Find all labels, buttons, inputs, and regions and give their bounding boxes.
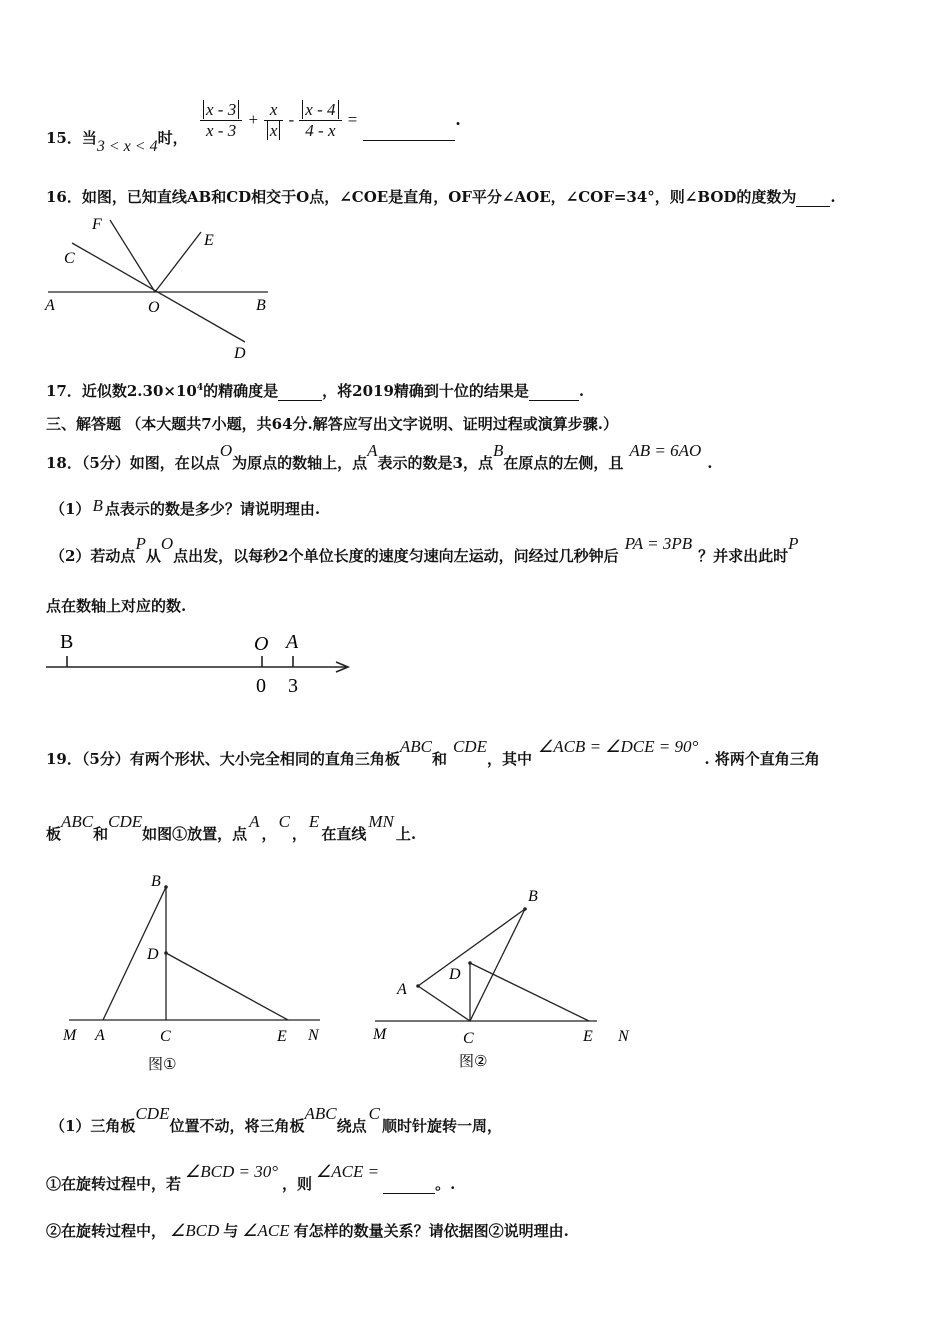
q19-item2-part-c: 有怎样的数量关系？请依据图②说明理由.: [293, 1222, 569, 1240]
q19-point-e: E: [308, 812, 320, 831]
label-f: F: [92, 216, 102, 233]
q19-point-c: C: [278, 812, 290, 831]
q18-sub2-point-p-2: P: [788, 534, 799, 553]
label-e: E: [204, 232, 214, 249]
figure-18-number-line: [40, 624, 360, 699]
q15-equals: =: [346, 110, 359, 129]
q18-part-c: 表示的数是3，点: [377, 454, 493, 472]
q15-answer-blank: [363, 140, 455, 141]
q18-point-o: O: [219, 441, 233, 460]
fig2-label-a: A: [397, 981, 407, 998]
q15-fraction-3: [299, 100, 341, 141]
q17-line: [46, 380, 584, 401]
fig1-caption: 图①: [148, 1055, 177, 1073]
q19-part-g: 上.: [395, 825, 417, 843]
dot-b-1: [164, 885, 168, 889]
q19-item1-blank: [383, 1193, 435, 1194]
q18-sub2-part-c: 点出发，以每秒2个单位长度的速度匀速向左运动，问经过几秒钟后: [173, 547, 619, 565]
q19-line-mn: MN: [368, 812, 394, 831]
q18-sub1-label: （1）: [50, 500, 91, 518]
fig1-label-m: M: [63, 1027, 77, 1044]
q18-sub1-point-b: B: [92, 496, 103, 515]
q19-item1-part-a: ①在旋转过程中，若: [46, 1175, 182, 1193]
q19-angle-condition: ∠ACB = ∠DCE = 90°: [537, 737, 699, 756]
q18-line: [46, 441, 713, 473]
q19-triangle-cde-2: CDE: [108, 812, 143, 831]
q18-part-b: 为原点的数轴上，点: [232, 454, 368, 472]
fig1-label-e: E: [277, 1028, 287, 1045]
fig1-label-a: A: [95, 1027, 105, 1044]
q16-text: 16．如图，已知直线AB和CD相交于O点，∠COE是直角，OF平分∠AOE，∠COF=34°，则∠BOD的度数为: [46, 188, 797, 206]
fig2-label-m: M: [373, 1026, 387, 1043]
dot-d-1: [164, 951, 168, 955]
q19-line: [46, 737, 820, 769]
q15-f2-denominator: x: [267, 121, 281, 140]
tick-label-0: 0: [256, 675, 266, 697]
q18-sub2-part-d: ？并求出此时: [698, 547, 789, 565]
fig2-label-c: C: [463, 1030, 474, 1047]
q15-f2-numerator: x: [264, 100, 284, 121]
point-b-label: B: [60, 631, 74, 653]
fig2-caption: 图②: [459, 1052, 488, 1070]
q17-blank-1: [278, 400, 322, 401]
figure-19-1: [55, 868, 345, 1078]
fig1-label-n: N: [308, 1027, 319, 1044]
q19-and: 和: [431, 750, 447, 768]
q19-sub1-point-c: C: [368, 1104, 380, 1123]
label-a: A: [45, 297, 55, 314]
q19-sub1-item1: [46, 1162, 456, 1194]
q18-sub1-text: 点表示的数是多少？请说明理由.: [104, 500, 321, 518]
q18-part-a: 18．（5分）如图，在以点: [46, 454, 220, 472]
q15-line: [46, 127, 188, 155]
label-b: B: [256, 297, 266, 314]
q19-sub1-part-d: 顺时针旋转一周，: [381, 1117, 502, 1135]
q19-item1-angle-ace: ∠ACE =: [316, 1162, 380, 1181]
q19-item2-angle-ace: ∠ACE: [242, 1221, 290, 1240]
q15-shi: 时，: [157, 129, 188, 147]
q19-comma-1: ，: [261, 825, 277, 843]
q19-sub1-item2: [46, 1220, 569, 1241]
q19-part-d: 板: [46, 825, 62, 843]
point-a-label: A: [286, 631, 299, 653]
q19-sub1: [50, 1104, 502, 1136]
q19-part-e: 如图①放置，点: [142, 825, 248, 843]
ray-of: [110, 220, 155, 292]
q18-sub2: [50, 534, 799, 566]
q19-sub1-abc: ABC: [304, 1104, 337, 1123]
q19-item1-end: 。.: [435, 1175, 456, 1193]
q18-sub2-point-p: P: [135, 534, 146, 553]
q16-line: [46, 186, 836, 207]
q19-and-2: 和: [93, 825, 109, 843]
fig2-label-d: D: [449, 966, 461, 983]
q17-part-a: 17．近似数2.30×10: [46, 382, 197, 400]
label-o: O: [148, 299, 160, 316]
dot-a-2: [416, 984, 420, 988]
q16-answer-blank: [796, 206, 830, 207]
q16-end: .: [830, 188, 836, 206]
q18-end: .: [707, 454, 713, 472]
point-o-label: O: [254, 633, 269, 655]
q19-item1-part-b: ，则: [282, 1175, 313, 1193]
segment-de-1: [166, 953, 288, 1020]
triangle-abc-2: [418, 909, 525, 1021]
q18-sub1: [50, 498, 320, 519]
q15-number: 15．当: [46, 129, 97, 147]
q19-line-2: [46, 812, 417, 844]
q15-plus: +: [247, 110, 259, 129]
q15-fraction-2: [264, 100, 284, 141]
q18-part-d: 在原点的左侧，且: [503, 454, 624, 472]
fig1-label-c: C: [160, 1028, 171, 1045]
q15-fraction-1: [200, 100, 242, 141]
q15-end: .: [455, 110, 461, 129]
q19-item2-part-b: 与: [223, 1222, 239, 1240]
q19-item2-angle-bcd: ∠BCD: [170, 1221, 220, 1240]
q17-exponent: 4: [196, 383, 204, 393]
q17-part-b: 的精确度是: [203, 382, 279, 400]
fig2-label-b: B: [528, 888, 538, 905]
q19-part-f: 在直线: [321, 825, 367, 843]
q19-item2-part-a: ②在旋转过程中，: [46, 1222, 167, 1240]
q19-sub1-cde: CDE: [135, 1104, 170, 1123]
label-d: D: [234, 345, 246, 362]
q18-sub2-equation: PA = 3PB: [624, 534, 693, 553]
q18-sub2-part-b: 从: [145, 547, 161, 565]
q15-condition: 3 < x < 4: [96, 138, 158, 155]
q18-sub2-continuation: 点在数轴上对应的数.: [46, 597, 187, 615]
q15-expression: [200, 100, 461, 141]
fig2-label-e: E: [583, 1028, 593, 1045]
q19-triangle-abc-2: ABC: [61, 812, 94, 831]
q17-part-c: ，将2019精确到十位的结果是: [322, 382, 529, 400]
q15-f1-numerator: x - 3: [203, 100, 239, 119]
q19-sub1-part-a: （1）三角板: [50, 1117, 136, 1135]
tick-label-3: 3: [288, 675, 298, 697]
fig2-label-n: N: [618, 1028, 629, 1045]
dot-d-2: [468, 961, 472, 965]
fig1-label-b: B: [151, 873, 161, 890]
q18-point-b: B: [492, 441, 504, 460]
q19-triangle-cde: CDE: [452, 737, 487, 756]
segment-de-2: [470, 963, 589, 1021]
q18-point-a: A: [367, 441, 378, 460]
fig1-label-d: D: [147, 946, 159, 963]
q19-part-c: . 将两个直角三角: [704, 750, 820, 768]
q18-sub2-point-o: O: [160, 534, 174, 553]
q19-point-a: A: [249, 812, 260, 831]
q15-f3-numerator: x - 4: [302, 100, 338, 119]
q15-minus: -: [288, 110, 295, 129]
q19-triangle-abc: ABC: [399, 737, 432, 756]
q17-end: .: [578, 382, 585, 400]
label-c: C: [64, 250, 75, 267]
q19-comma-2: ，: [291, 825, 307, 843]
q15-f1-denominator: x - 3: [206, 121, 237, 140]
q19-part-b: ，其中: [486, 750, 532, 768]
q17-blank-2: [529, 400, 579, 401]
figure-19-2: [365, 878, 655, 1078]
q18-equation: AB = 6AO: [629, 441, 702, 460]
dot-b-2: [523, 907, 527, 911]
ray-oe: [155, 232, 201, 292]
q19-sub1-part-c: 绕点: [336, 1117, 367, 1135]
q19-item1-condition: ∠BCD = 30°: [185, 1162, 279, 1181]
q18-sub2-part-a: （2）若动点: [50, 547, 136, 565]
figure-16: [40, 210, 280, 365]
q19-sub1-part-b: 位置不动，将三角板: [169, 1117, 305, 1135]
q15-f3-denominator: 4 - x: [305, 121, 336, 140]
section-3-heading: 三、解答题 （本大题共7小题，共64分.解答应写出文字说明、证明过程或演算步骤.）: [46, 415, 618, 433]
q19-part-a: 19．（5分）有两个形状、大小完全相同的直角三角板: [46, 750, 400, 768]
